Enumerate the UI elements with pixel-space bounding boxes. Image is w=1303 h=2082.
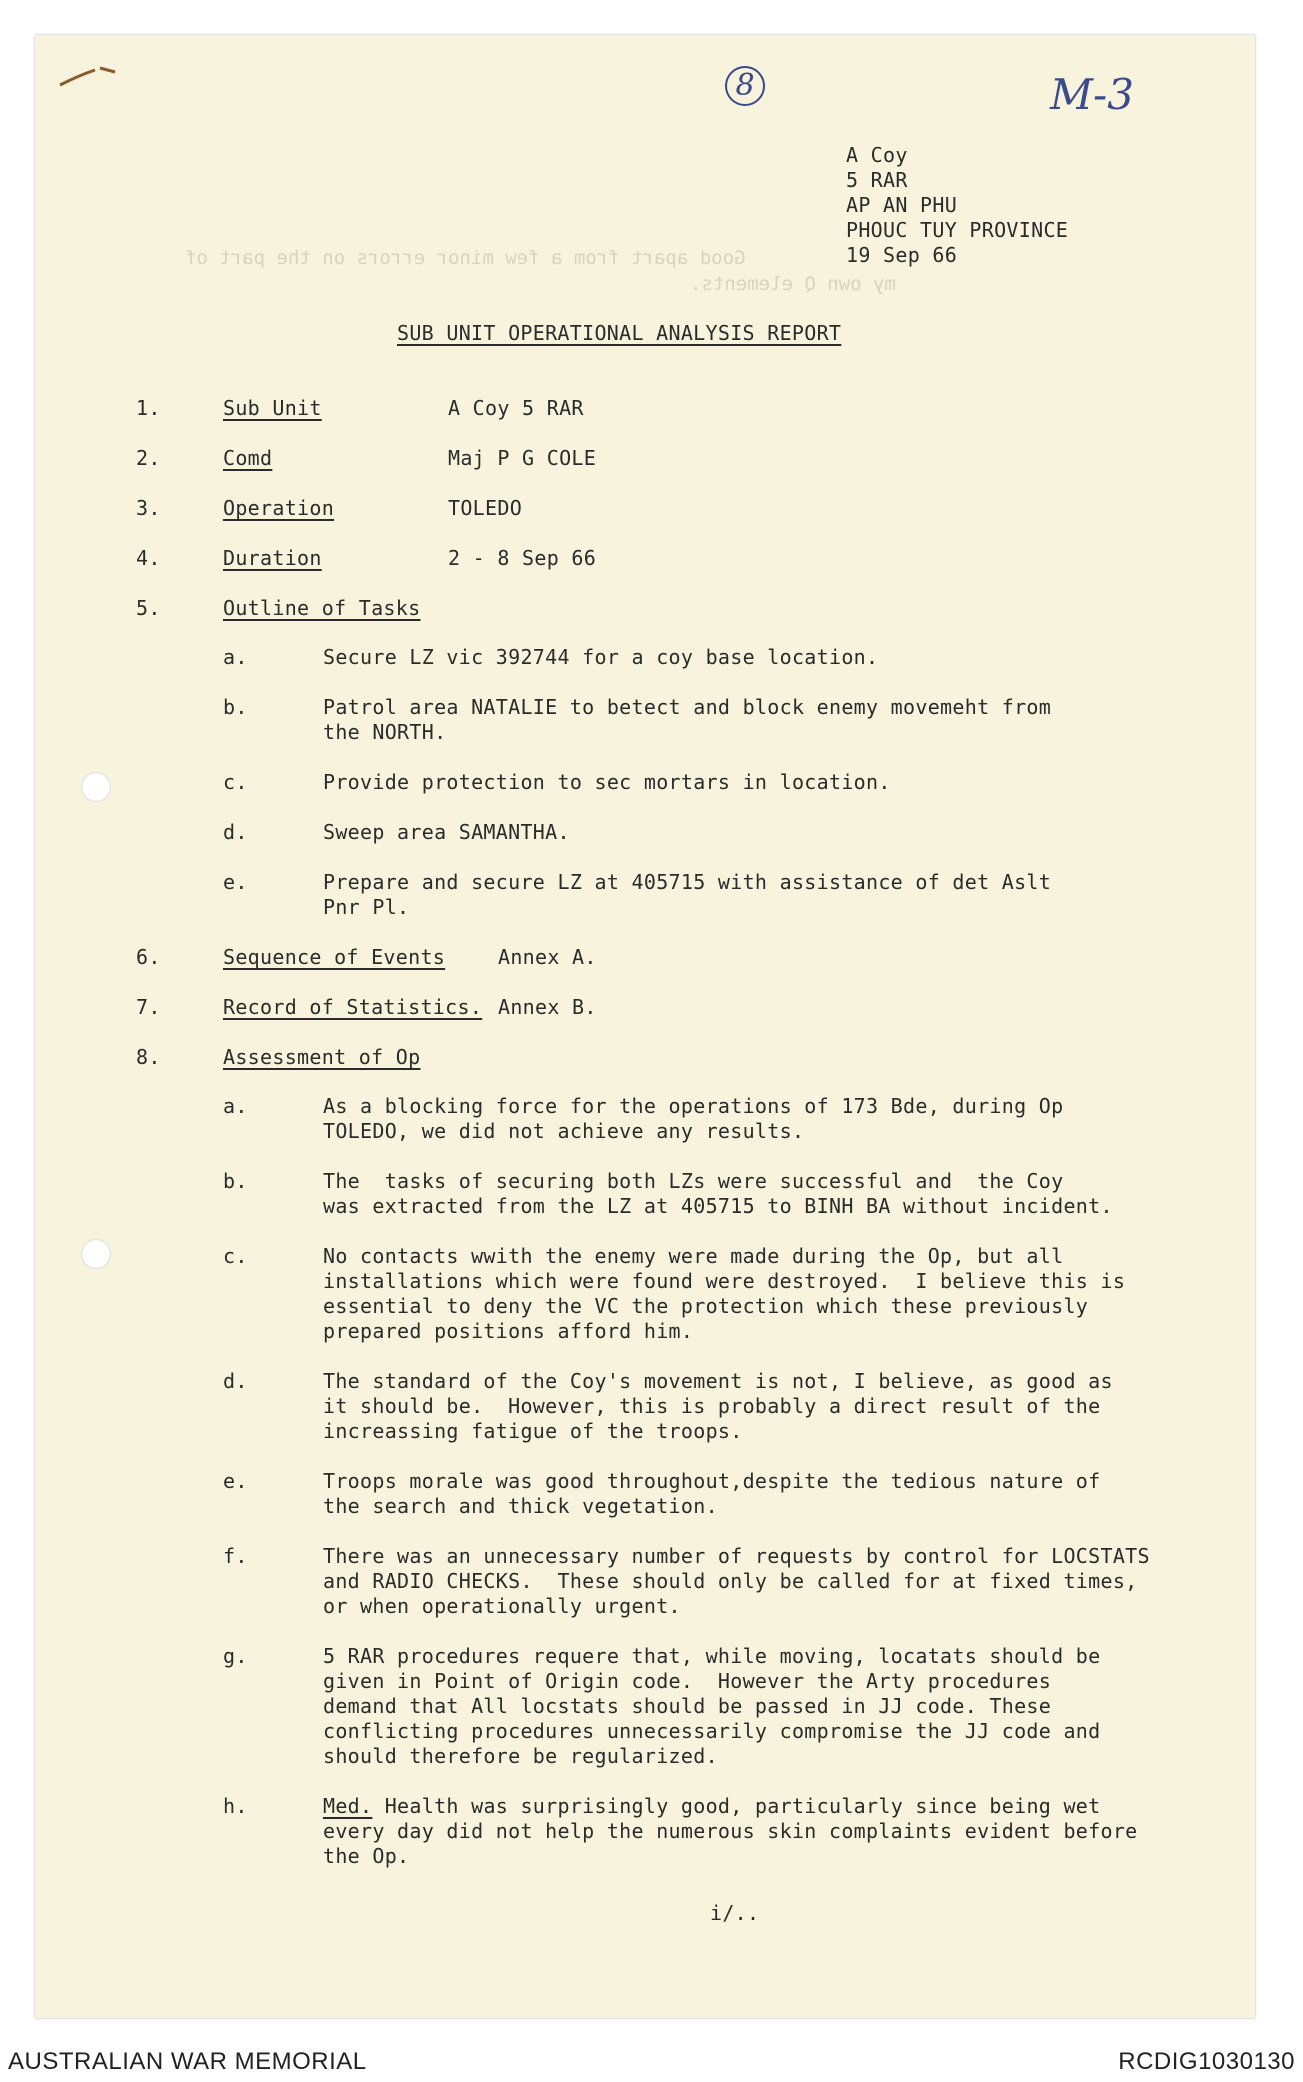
assessment-line: The tasks of securing both LZs were successful and the Coy — [323, 1169, 1064, 1193]
item-value-sequence: Annex A. — [498, 945, 597, 969]
assessment-letter: h. — [223, 1794, 248, 1818]
assessment-line: prepared positions afford him. — [323, 1319, 694, 1343]
assessment-line: increassing fatigue of the troops. — [323, 1419, 743, 1443]
punch-hole — [81, 1239, 111, 1269]
assessment-line: essential to deny the VC the protection which these previously — [323, 1294, 1089, 1318]
item-value-operation: TOLEDO — [448, 496, 523, 520]
assessment-letter: c. — [223, 1244, 248, 1268]
assessment-letter: f. — [223, 1544, 248, 1568]
assessment-line: given in Point of Origin code. However the Arty procedures — [323, 1669, 1052, 1693]
assessment-line: The standard of the Coy's movement is not, I believe, as good as — [323, 1369, 1113, 1393]
punch-hole — [81, 772, 111, 802]
assessment-line: 5 RAR procedures requere that, while moving, locatats should be — [323, 1644, 1101, 1668]
circled-number: 8 — [725, 60, 765, 106]
footer-id: RCDIG1030130 — [1118, 2048, 1295, 2075]
task-letter: c. — [223, 770, 248, 794]
address-line: PHOUC TUY PROVINCE — [846, 218, 1069, 242]
assessment-line: the Op. — [323, 1844, 410, 1868]
assessment-line: demand that All locstats should be passed in JJ code. These — [323, 1694, 1052, 1718]
assessment-line: every day did not help the numerous skin complaints evident before — [323, 1819, 1138, 1843]
date-line: 19 Sep 66 — [846, 243, 958, 267]
task-line: Prepare and secure LZ at 405715 with assistance of det Aslt — [323, 870, 1052, 894]
item-number: 7. — [136, 995, 161, 1019]
task-letter: e. — [223, 870, 248, 894]
assessment-letter: d. — [223, 1369, 248, 1393]
assessment-line: the search and thick vegetation. — [323, 1494, 718, 1518]
assessment-letter: g. — [223, 1644, 248, 1668]
bleed-through-line: my own Q elements. — [690, 273, 896, 295]
assessment-letter: b. — [223, 1169, 248, 1193]
item-label-duration: Duration — [223, 546, 322, 570]
item-label-statistics: Record of Statistics. — [223, 995, 483, 1019]
assessment-line: installations which were found were destroyed. I believe this is — [323, 1269, 1126, 1293]
item-label-sequence: Sequence of Events — [223, 945, 446, 969]
assessment-letter: a. — [223, 1094, 248, 1118]
task-line: the NORTH. — [323, 720, 447, 744]
task-letter: b. — [223, 695, 248, 719]
task-line: Secure LZ vic 392744 for a coy base location. — [323, 645, 879, 669]
address-line: AP AN PHU — [846, 193, 958, 217]
assessment-line: There was an unnecessary number of requests by control for LOCSTATS — [323, 1544, 1150, 1568]
item-number: 1. — [136, 396, 161, 420]
item-number: 3. — [136, 496, 161, 520]
assessment-line: was extracted from the LZ at 405715 to BINH BA without incident. — [323, 1194, 1113, 1218]
assessment-line: conflicting procedures unnecessarily compromise the JJ code and — [323, 1719, 1101, 1743]
task-line: Patrol area NATALIE to betect and block enemy movemeht from — [323, 695, 1052, 719]
footer-source: AUSTRALIAN WAR MEMORIAL — [8, 2048, 367, 2075]
item-number: 6. — [136, 945, 161, 969]
item-label-operation: Operation — [223, 496, 335, 520]
task-line: Sweep area SAMANTHA. — [323, 820, 570, 844]
ink-smudge — [55, 60, 125, 90]
assessment-line — [323, 1794, 1101, 1819]
item-number: 2. — [136, 446, 161, 470]
item-value-sub-unit: A Coy 5 RAR — [448, 396, 584, 420]
document-page — [35, 35, 1255, 2018]
assessment-letter: e. — [223, 1469, 248, 1493]
assessment-line: or when operationally urgent. — [323, 1594, 681, 1618]
item-label-comd: Comd — [223, 446, 273, 470]
handwritten-ref: M-3 — [1050, 70, 1134, 119]
task-letter: a. — [223, 645, 248, 669]
assessment-line: TOLEDO, we did not achieve any results. — [323, 1119, 805, 1143]
assessment-line: and RADIO CHECKS. These should only be called for at fixed times, — [323, 1569, 1138, 1593]
item-number: 4. — [136, 546, 161, 570]
assessment-line: Troops morale was good throughout,despite the tedious nature of — [323, 1469, 1101, 1493]
assessment-line: it should be. However, this is probably a direct result of the — [323, 1394, 1101, 1418]
assessment-line: should therefore be regularized. — [323, 1744, 718, 1768]
task-letter: d. — [223, 820, 248, 844]
address-line: 5 RAR — [846, 168, 908, 192]
item-label-sub-unit: Sub Unit — [223, 396, 322, 420]
item-number: 8. — [136, 1045, 161, 1069]
item-number: 5. — [136, 596, 161, 620]
med-heading: Med. — [323, 1794, 373, 1818]
task-line: Pnr Pl. — [323, 895, 410, 919]
assessment-line: No contacts wwith the enemy were made during the Op, but all — [323, 1244, 1064, 1268]
assessment-text: Health was surprisingly good, particularly since being wet — [372, 1794, 1101, 1818]
assessment-line: As a blocking force for the operations of 173 Bde, during Op — [323, 1094, 1064, 1118]
item-label-outline: Outline of Tasks — [223, 596, 421, 620]
item-value-comd: Maj P G COLE — [448, 446, 597, 470]
address-line: A Coy — [846, 143, 908, 167]
item-value-duration: 2 - 8 Sep 66 — [448, 546, 597, 570]
item-value-statistics: Annex B. — [498, 995, 597, 1019]
page-continuation-marker: i/.. — [710, 1901, 760, 1925]
item-label-assessment: Assessment of Op — [223, 1045, 421, 1069]
task-line: Provide protection to sec mortars in location. — [323, 770, 891, 794]
bleed-through-line: Good apart from a few minor errors on the part of — [185, 247, 746, 269]
document-title: SUB UNIT OPERATIONAL ANALYSIS REPORT — [397, 321, 842, 345]
